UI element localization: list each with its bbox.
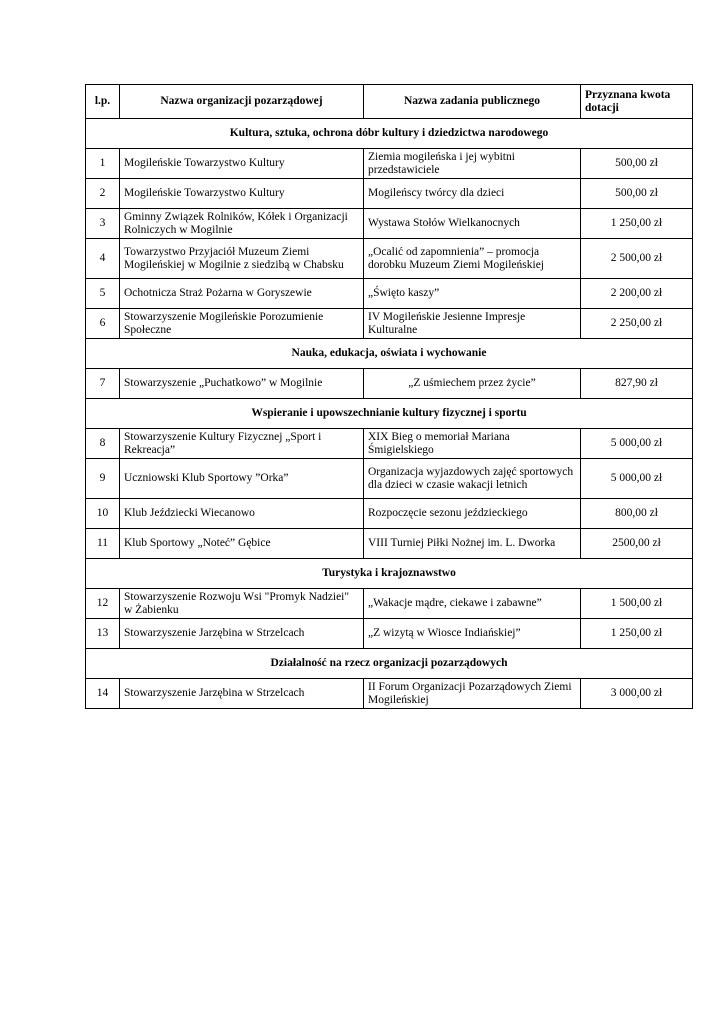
row-task: XIX Bieg o memoriał Mariana Śmigielskiego — [364, 429, 581, 459]
table-row — [86, 619, 693, 649]
row-lp: 8 — [86, 429, 120, 459]
row-organization: Gminny Związek Rolników, Kółek i Organizacji Rolniczych w Mogilnie — [120, 209, 364, 239]
row-lp: 13 — [86, 619, 120, 649]
table-row — [86, 279, 693, 309]
row-amount: 5 000,00 zł — [581, 459, 693, 499]
table-row — [86, 459, 693, 499]
row-amount: 1 250,00 zł — [581, 619, 693, 649]
section-row — [86, 399, 693, 429]
row-amount: 500,00 zł — [581, 149, 693, 179]
table-row — [86, 179, 693, 209]
row-task: „Ocalić od zapomnienia” – promocja dorobku Muzeum Ziemi Mogileńskiej — [364, 239, 581, 279]
row-task: VIII Turniej Piłki Nożnej im. L. Dworka — [364, 529, 581, 559]
row-lp: 1 — [86, 149, 120, 179]
section-row — [86, 119, 693, 149]
section-title: Turystyka i krajoznawstwo — [86, 559, 693, 589]
row-task: „Wakacje mądre, ciekawe i zabawne” — [364, 589, 581, 619]
row-organization: Towarzystwo Przyjaciół Muzeum Ziemi Mogileńskiej w Mogilnie z siedzibą w Chabsku — [120, 239, 364, 279]
row-lp: 7 — [86, 369, 120, 399]
row-task: „Święto kaszy” — [364, 279, 581, 309]
row-lp: 10 — [86, 499, 120, 529]
row-task: Wystawa Stołów Wielkanocnych — [364, 209, 581, 239]
row-organization: Mogileńskie Towarzystwo Kultury — [120, 179, 364, 209]
row-lp: 4 — [86, 239, 120, 279]
row-task: „Z uśmiechem przez życie” — [364, 369, 581, 399]
row-amount: 500,00 zł — [581, 179, 693, 209]
section-title: Nauka, edukacja, oświata i wychowanie — [86, 339, 693, 369]
row-task: Organizacja wyjazdowych zajęć sportowych dla dzieci w czasie wakacji letnich — [364, 459, 581, 499]
row-lp: 6 — [86, 309, 120, 339]
table-row — [86, 499, 693, 529]
row-lp: 9 — [86, 459, 120, 499]
row-amount: 1 250,00 zł — [581, 209, 693, 239]
row-amount: 2 500,00 zł — [581, 239, 693, 279]
row-amount: 800,00 zł — [581, 499, 693, 529]
table-row — [86, 209, 693, 239]
header-organization: Nazwa organizacji pozarządowej — [120, 85, 364, 119]
row-organization: Stowarzyszenie Jarzębina w Strzelcach — [120, 679, 364, 709]
section-title: Działalność na rzecz organizacji pozarządowych — [86, 649, 693, 679]
header-lp: l.p. — [86, 85, 120, 119]
row-organization: Stowarzyszenie Mogileńskie Porozumienie Społeczne — [120, 309, 364, 339]
row-organization: Stowarzyszenie Jarzębina w Strzelcach — [120, 619, 364, 649]
row-task: Ziemia mogileńska i jej wybitni przedstawiciele — [364, 149, 581, 179]
row-amount: 827,90 zł — [581, 369, 693, 399]
section-row — [86, 339, 693, 369]
table-row — [86, 149, 693, 179]
section-title: Kultura, sztuka, ochrona dóbr kultury i dziedzictwa narodowego — [86, 119, 693, 149]
row-lp: 11 — [86, 529, 120, 559]
table-row — [86, 679, 693, 709]
table-row — [86, 239, 693, 279]
row-lp: 14 — [86, 679, 120, 709]
row-organization: Uczniowski Klub Sportowy ”Orka” — [120, 459, 364, 499]
row-lp: 2 — [86, 179, 120, 209]
row-organization: Ochotnicza Straż Pożarna w Goryszewie — [120, 279, 364, 309]
row-task: Rozpoczęcie sezonu jeździeckiego — [364, 499, 581, 529]
row-amount: 2 200,00 zł — [581, 279, 693, 309]
header-task: Nazwa zadania publicznego — [364, 85, 581, 119]
table-row — [86, 369, 693, 399]
row-task: II Forum Organizacji Pozarządowych Ziemi Mogileńskiej — [364, 679, 581, 709]
row-organization: Stowarzyszenie „Puchatkowo” w Mogilnie — [120, 369, 364, 399]
header-amount: Przyznana kwota dotacji — [581, 85, 693, 119]
row-amount: 5 000,00 zł — [581, 429, 693, 459]
row-organization: Klub Sportowy „Noteć” Gębice — [120, 529, 364, 559]
table-row — [86, 529, 693, 559]
row-lp: 3 — [86, 209, 120, 239]
row-organization: Mogileńskie Towarzystwo Kultury — [120, 149, 364, 179]
table-row — [86, 309, 693, 339]
section-row — [86, 559, 693, 589]
row-lp: 5 — [86, 279, 120, 309]
section-title: Wspieranie i upowszechnianie kultury fizycznej i sportu — [86, 399, 693, 429]
row-organization: Stowarzyszenie Kultury Fizycznej „Sport i Rekreacja” — [120, 429, 364, 459]
row-lp: 12 — [86, 589, 120, 619]
row-task: Mogileńscy twórcy dla dzieci — [364, 179, 581, 209]
row-amount: 2500,00 zł — [581, 529, 693, 559]
row-task: IV Mogileńskie Jesienne Impresje Kulturalne — [364, 309, 581, 339]
row-task: „Z wizytą w Wiosce Indiańskiej” — [364, 619, 581, 649]
row-organization: Klub Jeździecki Wiecanowo — [120, 499, 364, 529]
table-row — [86, 589, 693, 619]
row-amount: 3 000,00 zł — [581, 679, 693, 709]
row-organization: Stowarzyszenie Rozwoju Wsi "Promyk Nadziei" w Żabienku — [120, 589, 364, 619]
section-row — [86, 649, 693, 679]
row-amount: 1 500,00 zł — [581, 589, 693, 619]
grants-table — [85, 84, 693, 709]
table-row — [86, 429, 693, 459]
table-header-row — [86, 85, 693, 119]
row-amount: 2 250,00 zł — [581, 309, 693, 339]
